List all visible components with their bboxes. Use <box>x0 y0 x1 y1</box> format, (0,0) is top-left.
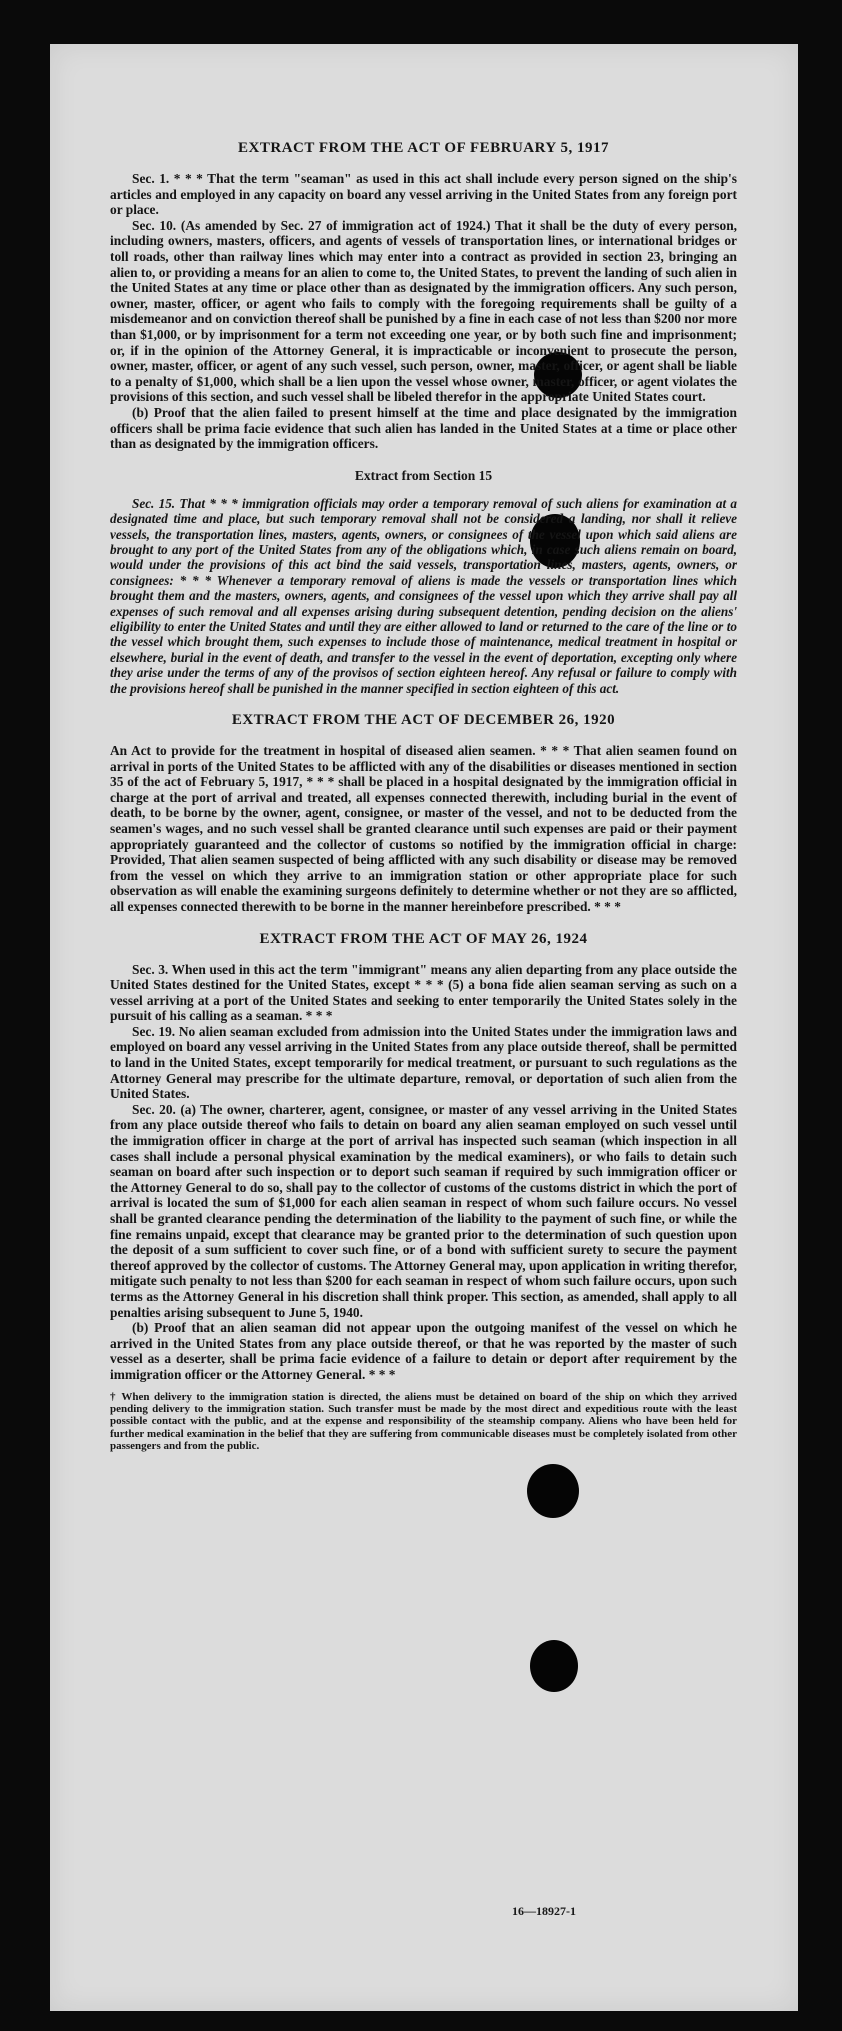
section-1-text: Sec. 1. * * * That the term "seaman" as used in this act shall include every person signed on the ship's articles and employed in any capacity on board any vessel arriving in the United States from any foreign port or place. <box>110 171 737 218</box>
section-3-text: Sec. 3. When used in this act the term "immigrant" means any alien departing from any place outside the United States destined for the United States, except * * * (5) a bona fide alien seaman serving as such on a vessel arriving at a port of the United States and seeking to enter temporarily the United States solely in the pursuit of his calling as a seaman. * * * <box>110 961 737 1024</box>
footnote-text: † When delivery to the immigration station is directed, the aliens must be detained on board of the ship on which they arrived pending delivery to the immigration station. Such transfer must be made by the most direct and expeditious route with the least possible contact with the public, and at the expense and responsibility of the steamship company. Aliens who have been held for further medical examination in the belief that they are suffering from communicable diseases must be completely isolated from other passengers and from the public. <box>110 1390 737 1453</box>
heading-section-15: Extract from Section 15 <box>354 467 493 483</box>
footnote <box>110 1391 737 1453</box>
heading-act-1917: EXTRACT FROM THE ACT OF FEBRUARY 5, 1917 <box>238 140 609 156</box>
document-page <box>50 44 798 2011</box>
punch-hole-4 <box>530 1640 578 1692</box>
punch-hole-3 <box>527 1464 579 1518</box>
section-10b-text: (b) Proof that the alien failed to present himself at the time and place designated by the immigration officers shall be prima facie evidence that such alien has landed in the United States at a time or place other than as designated by the immigration officers. <box>110 404 737 452</box>
document-content <box>110 140 737 1453</box>
heading-act-1924: EXTRACT FROM THE ACT OF MAY 26, 1924 <box>259 930 588 947</box>
act-1920-text: An Act to provide for the treatment in hospital of diseased alien seamen. * * * That alien seamen found on arrival in ports of the United States to be afflicted with any of the disabilities or diseases mentioned in section 35 of the act of February 5, 1917, * * * shall be placed in a hospital designated by the immigration official in charge at the port of arrival and treated, all expenses connected therewith, including burial in the event of death, to be borne by the owner, agent, consignee, or master of the vessel, and not to be deducted from the seamen's wages, and no such vessel shall be granted clearance until such expenses are paid or their payment appropriately guaranteed and the collector of customs so notified by the immigration official in charge: Provided, That alien seamen suspected of being afflicted with any such disability or disease may be removed from the vessel on which they arrive to an immigration station or other appropriate place for such observation as will enable the examining surgeons definitely to determine whether or not they are so afflicted, all expenses connected therewith to be borne in the manner hereinbefore prescribed. * * * <box>110 742 737 914</box>
form-number: 16—18927-1 <box>512 1904 576 1918</box>
section-20a-text: Sec. 20. (a) The owner, charterer, agent, consignee, or master of any vessel arriving in the United States from any place outside thereof who fails to detain on board any alien seaman employed on such vessel until the immigration officer in charge at the port of arrival has inspected such seaman (which inspection in all cases shall include a personal physical examination by the medical examiners), or who fails to detain such seaman on board after such inspection or to deport such seaman if required by such immigration officer or the Attorney General to do so, shall pay to the collector of customs of the customs district in which the port of arrival is located the sum of $1,000 for each alien seaman in respect of whom such failure occurs. No vessel shall be granted clearance pending the determination of the liability to the payment of such fine, or while the fine remains unpaid, except that clearance may be granted prior to the determination of such question upon the deposit of a sum sufficient to cover such fine, or of a bond with sufficient surety to secure the payment thereof approved by the collector of customs. The Attorney General may, upon application in writing therefor, mitigate such penalty to not less than $200 for each seaman in respect of whom such failure occurs, upon such terms as the Attorney General in his discretion shall think proper. This section, as amended, shall apply to all penalties arising subsequent to June 5, 1940. <box>110 1101 737 1320</box>
section-19-text: Sec. 19. No alien seaman excluded from admission into the United States under the immigration laws and employed on board any vessel arriving in the United States from any place outside thereof, shall be permitted to land in the United States, except temporarily for medical treatment, or pursuant to such regulations as the Attorney General may prescribe for the ultimate departure, removal, or deportation of such alien from the United States. <box>110 1023 737 1102</box>
section-15-text: Sec. 15. That * * * immigration officials may order a temporary removal of such aliens for examination at a designated time and place, but such temporary removal shall not be considered a landing, nor shall it relieve vessels, the transportation lines, masters, agents, owners, or consignees of the vessel upon which said aliens are brought to any port of the United States from any of the obligations which, in case such aliens remain on board, would under the provisions of this act bind the said vessels, transportation lines, masters, agents, owners, or consignees: * * * Whenever a temporary removal of aliens is made the vessels or transportation lines which brought them and the masters, owners, agents, and consignees of the vessel upon which they arrive shall pay all expenses of such removal and all expenses arising during subsequent detention, pending decision on the aliens' eligibility to enter the United States and until they are either allowed to land or returned to the care of the line or to the vessel which brought them, such expenses to include those of maintenance, medical treatment in hospital or elsewhere, burial in the event of death, and transfer to the vessel in the event of deportation, excepting only where they arise under the terms of any of the provisos of section eighteen hereof. Any refusal or failure to comply with the provisions hereof shall be punished in the manner specified in section eighteen of this act. <box>110 495 737 696</box>
section-10-text: Sec. 10. (As amended by Sec. 27 of immigration act of 1924.) That it shall be the duty of every person, including owners, masters, officers, and agents of vessels of transportation lines, or international bridges or toll roads, other than railway lines which may enter into a contract as provided in section 23, bringing an alien to, or providing a means for an alien to come to, the United States, to prevent the landing of such alien in the United States at any time or place other than as designated by the immigration officers. Any such person, owner, master, officer, or agent who fails to comply with the foregoing requirements shall be guilty of a misdemeanor and on conviction thereof shall be punished by a fine in each case of not less than $200 nor more than $1,000, or by imprisonment for a term not exceeding one year, or by both such fine and imprisonment; or, if in the opinion of the Attorney General, it is impracticable or inconvenient to prosecute the person, owner, master, officer, or agent of any such vessel, such person, owner, master, officer, or agent shall be liable to a penalty of $1,000, which shall be a lien upon the vessel whose owner, master, officer, or agent violates the provisions of this section, and such vessel shall be libeled therefor in the appropriate United States court. <box>110 217 737 405</box>
heading-act-1920: EXTRACT FROM THE ACT OF DECEMBER 26, 1920 <box>231 711 616 728</box>
section-20b-text: (b) Proof that an alien seaman did not appear upon the outgoing manifest of the vessel on which he arrived in the United States from any place outside thereof, or that he was reported by the master of such vessel as a deserter, shall be prima facie evidence of a failure to detain or deport after requirement by the immigration officer or the Attorney General. * * * <box>110 1320 737 1382</box>
